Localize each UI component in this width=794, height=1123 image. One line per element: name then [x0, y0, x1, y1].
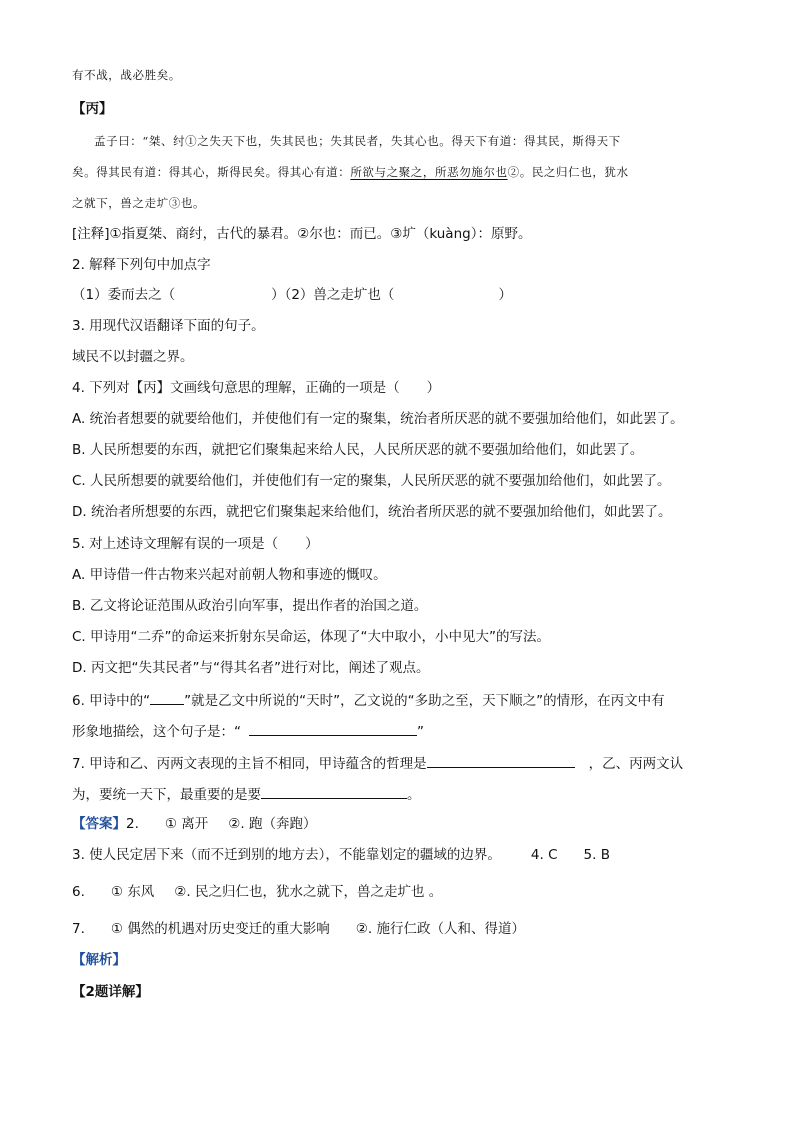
q4-option-c: C. 人民所想要的就要给他们，并使他们有一定的聚集，人民所厌恶的就不要强加给他们，如此罢了。: [72, 473, 671, 489]
q2-parts: [72, 286, 512, 304]
q7-line-2-start: 为，要统一天下，最重要的是要: [72, 787, 261, 803]
answer-2-number: 2.: [126, 816, 139, 832]
bing-text-line-3: 之就下，兽之走圹③也。: [72, 196, 206, 210]
q4-option-a: A. 统治者想要的就要给他们，并使他们有一定的聚集，统治者所厌恶的就不要强加给他们，如此罢了。: [72, 411, 684, 427]
q6-part-1: 6. 甲诗中的“: [72, 693, 151, 709]
bing-text-line-2-end: ②。民之归仁也，犹水: [507, 165, 629, 179]
analysis-label: 【解析】: [72, 952, 126, 968]
answer-line-7: [72, 920, 531, 938]
answer-6-number: 6.: [72, 884, 85, 900]
answer-line-3: [72, 846, 610, 864]
q6-line-1: [72, 690, 665, 710]
q2-part-2: ）（2）兽之走圹也（: [271, 287, 395, 303]
q5-option-c: C. 甲诗用“二乔”的命运来折射东吴命运，体现了“大中取小，小中见大”的写法。: [72, 629, 550, 645]
answer-6-item-2: ②. 民之归仁也，犹水之就下，兽之走圹也 。: [174, 884, 443, 900]
bing-text-line-1: 孟子曰：“桀、纣①之失天下也，失其民也；失其民者，失其心也。得天下有道：得其民，斯得天下: [94, 134, 621, 148]
answer-label: 【答案】: [72, 816, 126, 832]
answer-5: 5. B: [583, 847, 610, 863]
q4-stem: 4. 下列对【丙】文画线句意思的理解，正确的一项是（ ）: [72, 380, 441, 396]
bing-text-line-2: [72, 163, 629, 181]
answer-4: 4. C: [530, 847, 558, 863]
q5-option-a: A. 甲诗借一件古物来兴起对前朝人物和事迹的慨叹。: [72, 567, 387, 583]
answer-line-6: [72, 883, 448, 901]
q3-sentence: 域民不以封疆之界。: [72, 349, 194, 365]
answer-line-2: [72, 815, 322, 833]
bing-text-line-2-start: 矣。得其民有道：得其心，斯得民矣。得其心有道：: [72, 165, 351, 179]
answer-7-item-1: ① 偶然的机遇对历史变迁的重大影响: [110, 921, 330, 937]
q6-part-2: ”就是乙文中所说的“天时”，乙文说的“多助之至，天下顺之”的情形，在丙文中有: [184, 693, 665, 709]
notes: [注释]①指夏桀、商纣，古代的暴君。②尔也：而已。③圹（kuàng）：原野。: [72, 226, 532, 242]
passage-end: 有不战，战必胜矣。: [72, 68, 181, 82]
q7-blank-1: [427, 753, 575, 768]
q5-stem: 5. 对上述诗文理解有误的一项是（ ）: [72, 536, 319, 552]
q4-option-b: B. 人民所想要的东西，就把它们聚集起来给人民，人民所厌恶的就不要强加给他们，如此罢了。: [72, 442, 644, 458]
answer-7-item-2: ②. 施行仁政（人和、得道）: [355, 921, 525, 937]
underlined-sentence: 所欲与之聚之，所恶勿施尔也: [350, 165, 508, 179]
answer-2-item-1: ① 离开: [164, 816, 209, 832]
q2-part-1: （1）委而去之（: [72, 287, 176, 303]
q6-blank-1: [150, 690, 184, 705]
q7-part-1: 7. 甲诗和乙、丙两文表现的主旨不相同，甲诗蕴含的哲理是: [72, 756, 427, 772]
q7-line-1: [72, 753, 683, 773]
q6-blank-2: [249, 721, 417, 736]
section-label-bing: 【丙】: [72, 101, 113, 117]
q2-part-3: ）: [498, 287, 512, 303]
q7-line-2: [72, 784, 421, 804]
q6-line-2-start: 形象地描绘，这个句子是：“: [72, 724, 241, 740]
q5-option-d: D. 丙文把“失其民者”与“得其名者”进行对比，阐述了观点。: [72, 660, 430, 676]
q6-line-2: [72, 721, 424, 741]
answer-6-item-1: ① 东风: [110, 884, 155, 900]
q5-option-b: B. 乙文将论证范围从政治引向军事，提出作者的治国之道。: [72, 598, 428, 614]
detail-label: 【2题详解】: [72, 984, 149, 1000]
answer-7-number: 7.: [72, 921, 85, 937]
q7-line-2-end: 。: [407, 787, 421, 803]
q7-part-2: ，乙、丙两文认: [588, 756, 684, 772]
q7-blank-2: [261, 784, 407, 799]
answer-3: 3. 使人民定居下来（而不迁到别的地方去），不能靠划定的疆域的边界。: [72, 847, 501, 863]
answer-2-item-2: ②. 跑（奔跑）: [228, 816, 317, 832]
q6-line-2-end: ”: [417, 724, 424, 740]
q3-stem: 3. 用现代汉语翻译下面的句子。: [72, 318, 265, 334]
q2-stem: 2. 解释下列句中加点字: [72, 257, 211, 273]
q4-option-d: D. 统治者所想要的东西，就把它们聚集起来给他们，统治者所厌恶的就不要强加给他们，如此罢了。: [72, 504, 672, 520]
